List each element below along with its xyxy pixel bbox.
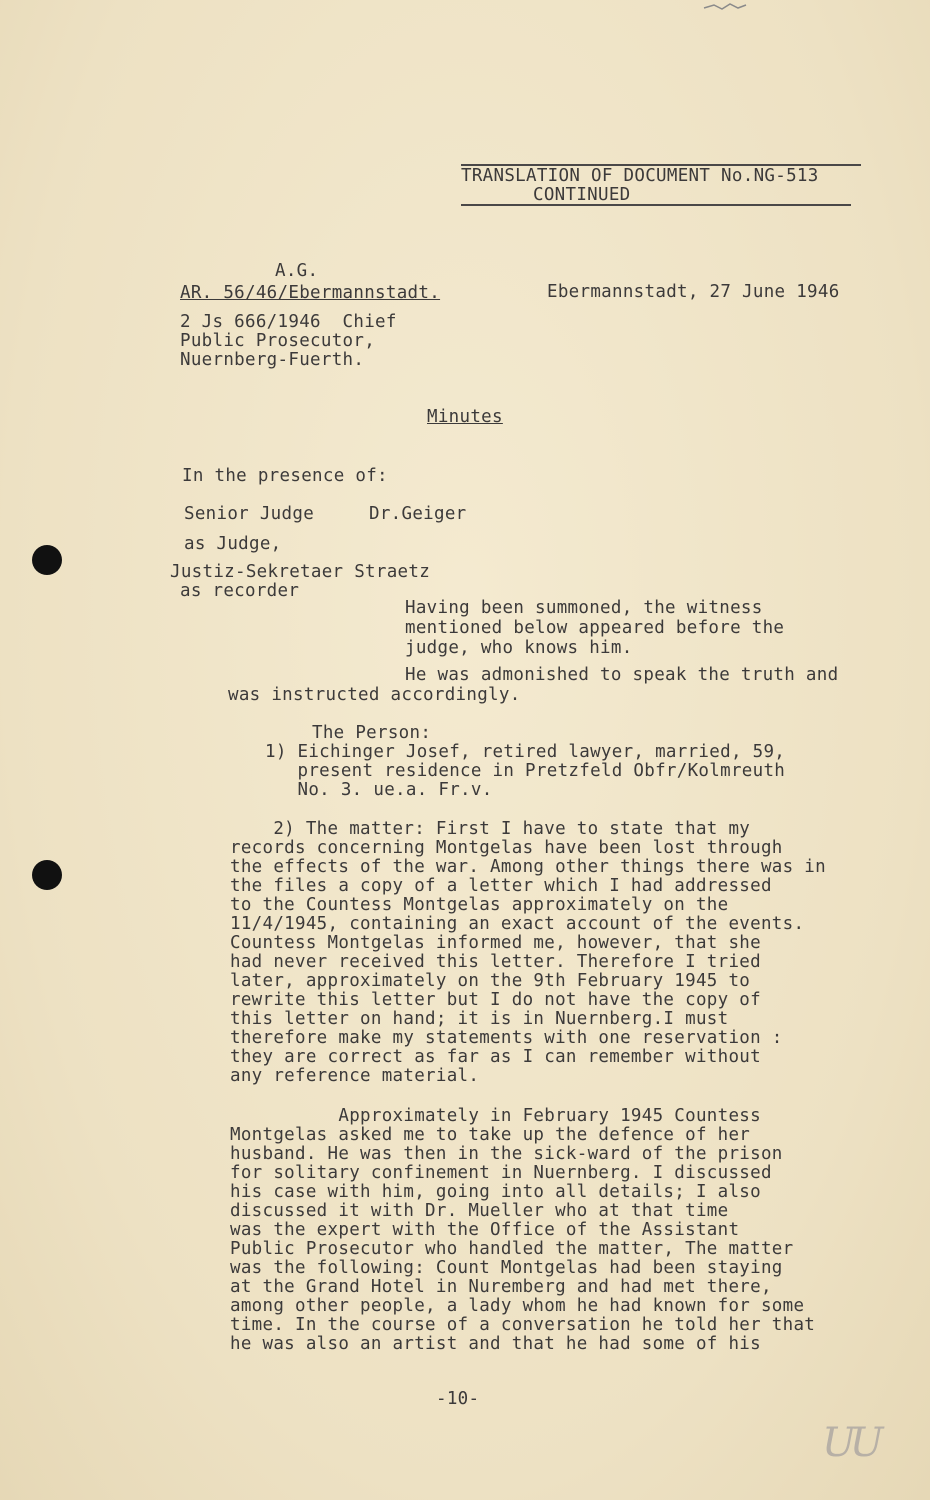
page-title: Minutes: [427, 407, 503, 427]
header-continued: CONTINUED: [533, 185, 631, 205]
matter-line-11: this letter on hand; it is in Nuernberg.I must: [230, 1009, 729, 1029]
admonish-line-1: He was admonished to speak the truth and: [405, 665, 839, 685]
person-line-3: No. 3. ue.a. Fr.v.: [265, 780, 493, 800]
para2-line-2: Montgelas asked me to take up the defence of her: [230, 1125, 751, 1145]
matter-line-6: 11/4/1945, containing an exact account of the events.: [230, 914, 805, 934]
person-line-2: present residence in Pretzfeld Obfr/Kolmreuth: [265, 761, 786, 781]
para2-line-9: was the following: Count Montgelas had been staying: [230, 1258, 783, 1278]
para2-line-4: for solitary confinement in Nuernberg. I discussed: [230, 1163, 772, 1183]
para2-line-1: Approximately in February 1945 Countess: [230, 1106, 761, 1126]
punch-hole: [32, 860, 62, 890]
para2-line-3: husband. He was then in the sick-ward of the prison: [230, 1144, 783, 1164]
matter-line-12: therefore make my statements with one reservation :: [230, 1028, 783, 1048]
case-number: 2 Js 666/1946 Chief: [180, 312, 397, 332]
presence-intro: In the presence of:: [182, 466, 388, 486]
prosecutor-line: Public Prosecutor,: [180, 331, 376, 351]
handwritten-initials: UU: [822, 1420, 878, 1466]
para2-line-12: time. In the course of a conversation he told her that: [230, 1315, 816, 1335]
corner-stamp-mark: [700, 0, 750, 14]
prosecutor-city: Nuernberg-Fuerth.: [180, 350, 365, 370]
para2-line-10: at the Grand Hotel in Nuremberg and had met there,: [230, 1277, 772, 1297]
person-heading: The Person:: [312, 723, 432, 743]
matter-line-14: any reference material.: [230, 1066, 480, 1086]
judge-name: Dr.Geiger: [369, 504, 467, 524]
summons-line-1: Having been summoned, the witness: [405, 598, 763, 618]
para2-line-13: he was also an artist and that he had some of his: [230, 1334, 761, 1354]
as-recorder: as recorder: [180, 581, 300, 601]
para2-line-8: Public Prosecutor who handled the matter, The matter: [230, 1239, 794, 1259]
court-abbrev: A.G.: [275, 261, 319, 281]
judge-role: Senior Judge: [184, 504, 315, 524]
person-line-1: 1) Eichinger Josef, retired lawyer, married, 59,: [265, 742, 786, 762]
summons-line-3: judge, who knows him.: [405, 638, 633, 658]
admonish-line-2: was instructed accordingly.: [228, 685, 521, 705]
court-reference: AR. 56/46/Ebermannstadt.: [180, 283, 441, 303]
matter-line-1: 2) The matter: First I have to state that my: [230, 819, 751, 839]
para2-line-11: among other people, a lady whom he had known for some: [230, 1296, 805, 1316]
matter-line-5: to the Countess Montgelas approximately on the: [230, 895, 729, 915]
para2-line-7: was the expert with the Office of the Assistant: [230, 1220, 740, 1240]
matter-line-9: later, approximately on the 9th February 1945 to: [230, 971, 751, 991]
matter-line-13: they are correct as far as I can remember without: [230, 1047, 761, 1067]
place-date: Ebermannstadt, 27 June 1946: [547, 282, 840, 302]
matter-line-10: rewrite this letter but I do not have the copy of: [230, 990, 761, 1010]
header-title: TRANSLATION OF DOCUMENT No.NG-513: [461, 166, 819, 186]
matter-line-8: had never received this letter. Therefore I tried: [230, 952, 761, 972]
matter-line-3: the effects of the war. Among other things there was in: [230, 857, 826, 877]
summons-line-2: mentioned below appeared before the: [405, 618, 785, 638]
page-number: -10-: [436, 1389, 480, 1409]
para2-line-6: discussed it with Dr. Mueller who at that time: [230, 1201, 729, 1221]
para2-line-5: his case with him, going into all details; I also: [230, 1182, 761, 1202]
punch-hole: [32, 545, 62, 575]
matter-line-7: Countess Montgelas informed me, however, that she: [230, 933, 761, 953]
document-header: [461, 164, 861, 206]
clerk-name: Justiz-Sekretaer Straetz: [170, 562, 431, 582]
matter-line-2: records concerning Montgelas have been lost through: [230, 838, 783, 858]
as-judge: as Judge,: [184, 534, 282, 554]
matter-line-4: the files a copy of a letter which I had addressed: [230, 876, 772, 896]
